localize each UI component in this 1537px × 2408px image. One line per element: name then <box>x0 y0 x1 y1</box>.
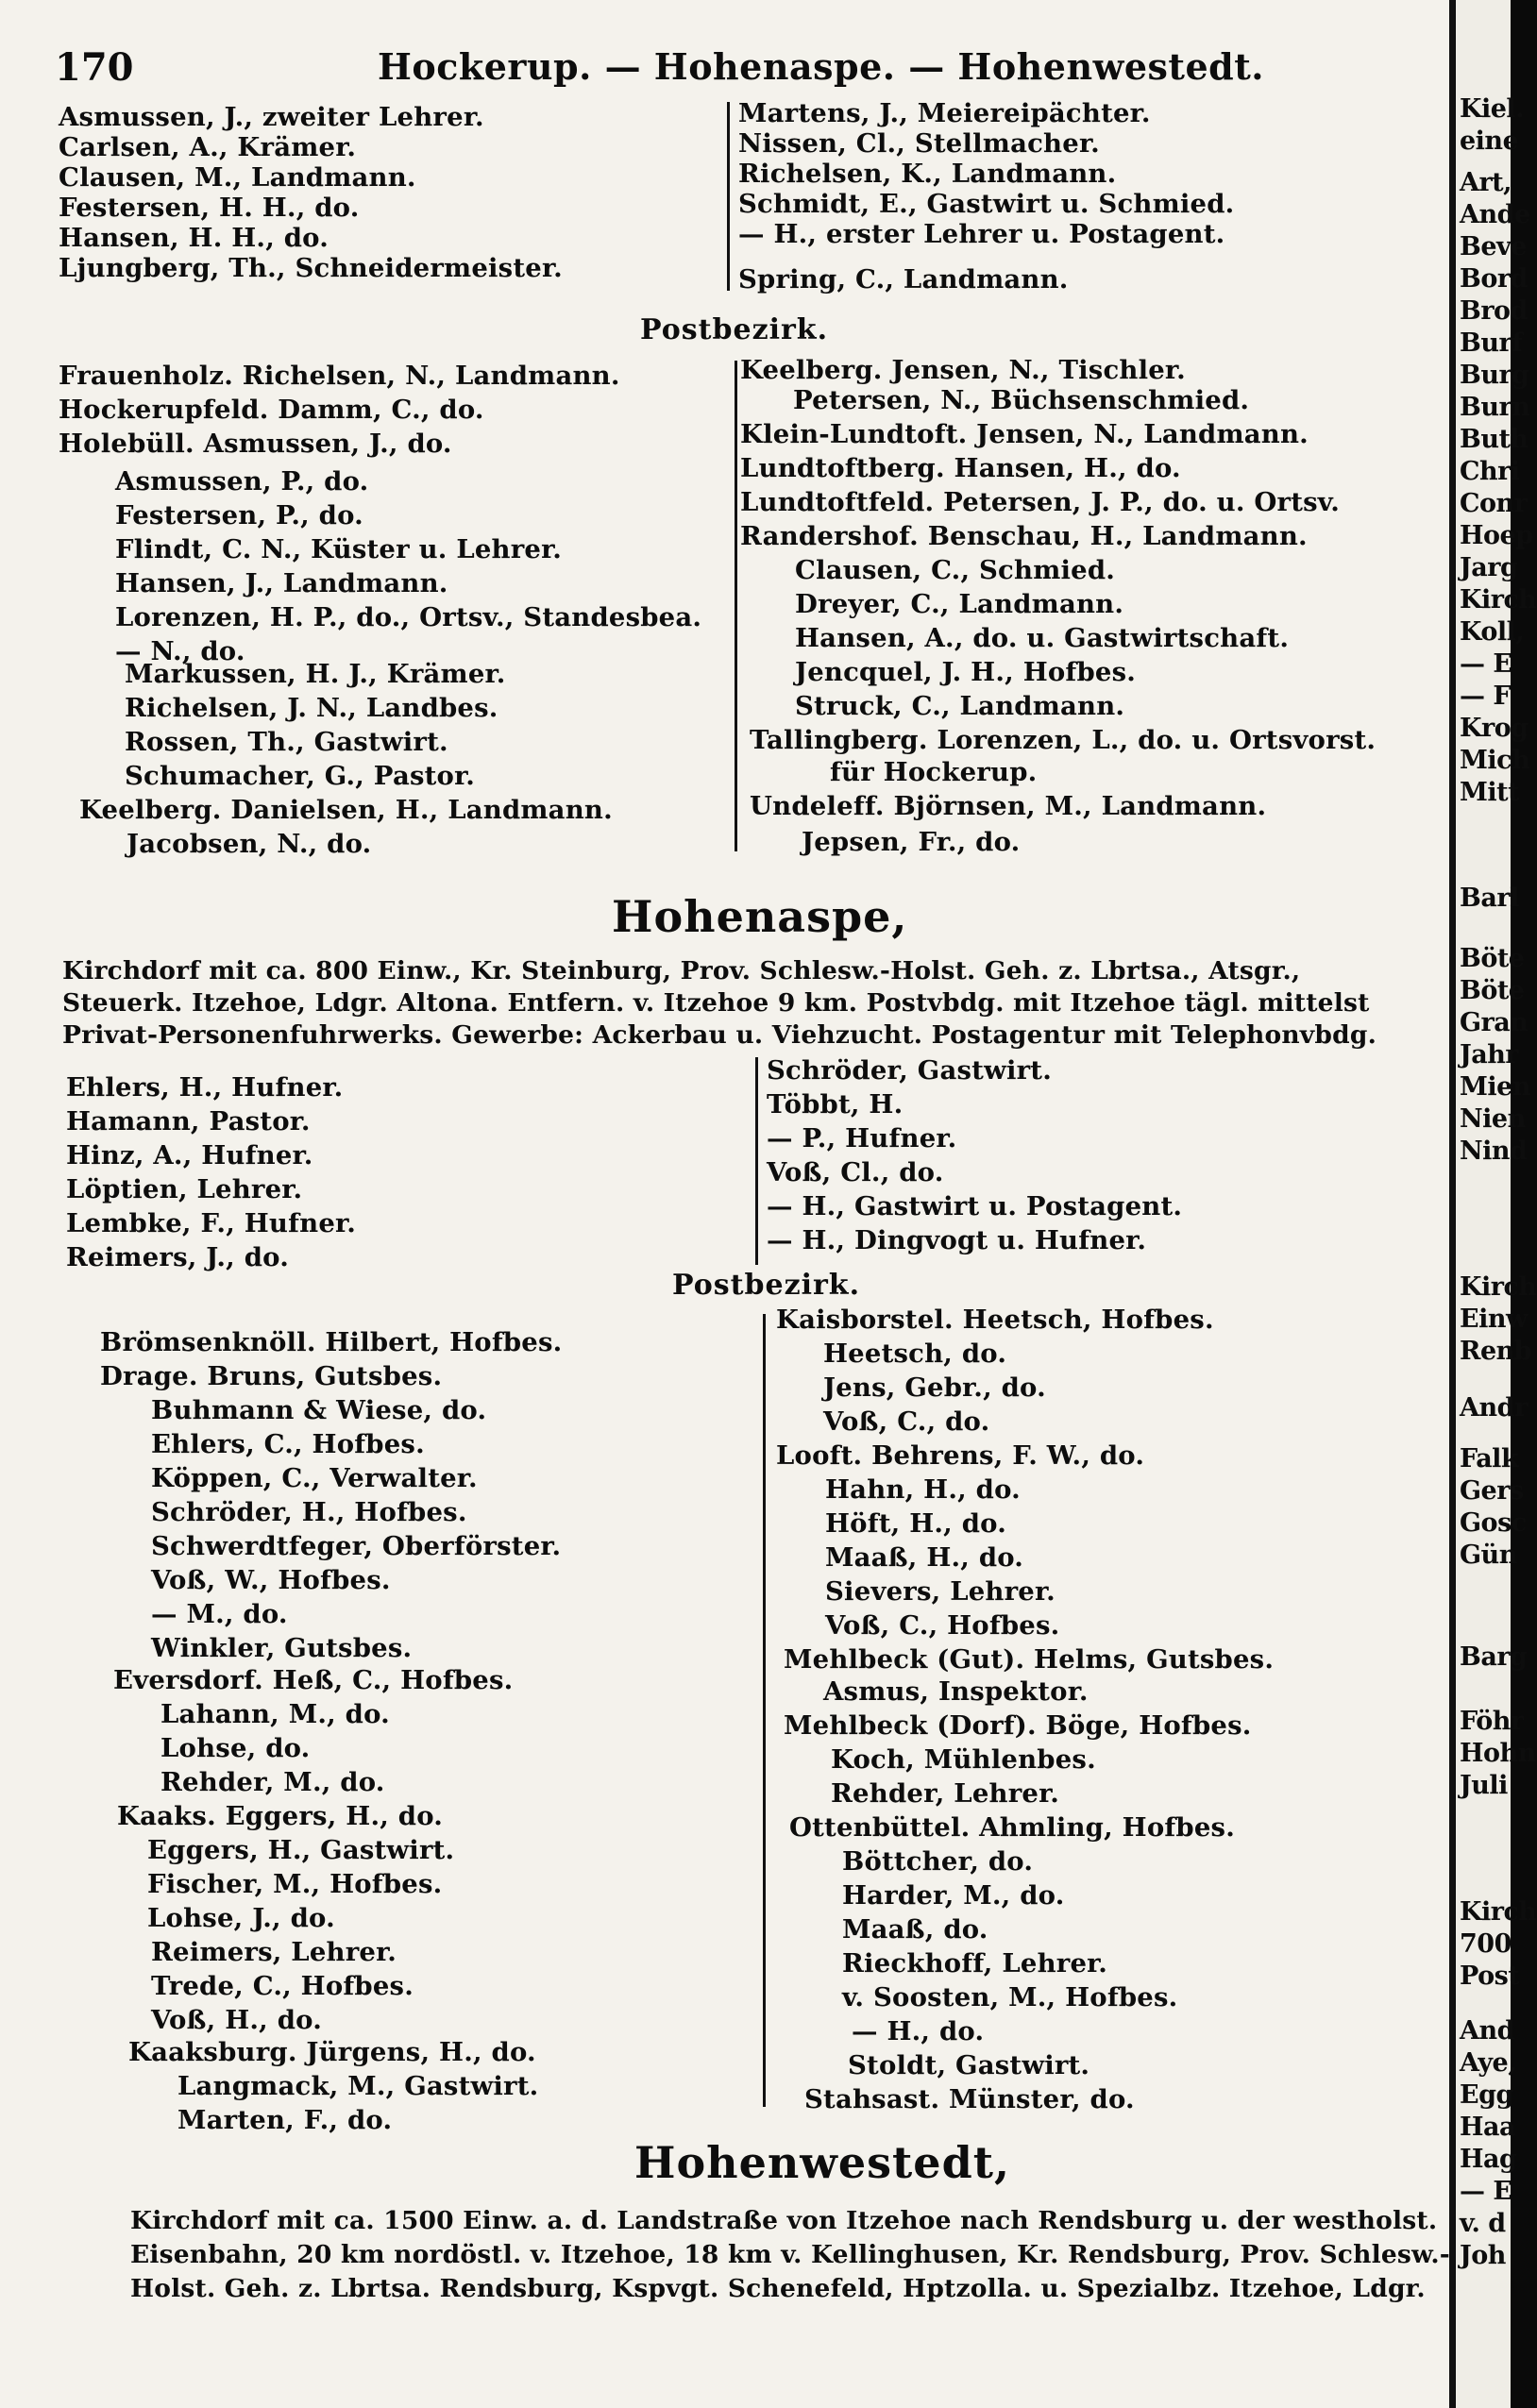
list-item: Hahn, H., do. <box>825 1474 1021 1505</box>
next-page-fragment: Gers <box>1460 1476 1524 1506</box>
column-divider <box>735 361 737 851</box>
next-page-fragment: Aye, <box>1460 2048 1517 2078</box>
list-item: Kaaks. Eggers, H., do. <box>117 1801 444 1831</box>
list-item: Hansen, J., Landmann. <box>115 568 448 598</box>
list-item: Clausen, C., Schmied. <box>795 555 1116 585</box>
next-page-fragment: Böte <box>1460 944 1525 973</box>
next-page-fragment: — F <box>1460 682 1512 711</box>
postbezirk-heading: Postbezirk. <box>672 1269 861 1302</box>
list-item: Lahann, M., do. <box>160 1699 390 1729</box>
list-item: Jepsen, Fr., do. <box>802 827 1021 857</box>
list-item: Fischer, M., Hofbes. <box>147 1869 443 1899</box>
list-item: Reimers, Lehrer. <box>151 1937 397 1967</box>
next-page-edge <box>1456 0 1537 2408</box>
list-item: Mehlbeck (Gut). Helms, Gutsbes. <box>784 1644 1275 1675</box>
list-item: Voß, C., do. <box>823 1406 990 1437</box>
list-item: Lohse, do. <box>160 1733 311 1763</box>
town-title-hohenwestedt: Hohenwestedt, <box>634 2137 1011 2188</box>
next-page-fragment: Koll, <box>1460 617 1525 647</box>
list-item: Looft. Behrens, F. W., do. <box>776 1440 1145 1471</box>
next-page-fragment: Falk <box>1460 1444 1519 1473</box>
list-item: Voß, W., Hofbes. <box>151 1565 391 1595</box>
next-page-fragment: Kirch <box>1460 1272 1537 1302</box>
next-page-fragment: Beve <box>1460 232 1527 261</box>
list-item: Voß, H., do. <box>151 2005 322 2035</box>
list-item: Dreyer, C., Landmann. <box>795 589 1124 619</box>
list-item: — H., do. <box>852 2016 985 2046</box>
next-page-fragment: Gran <box>1460 1008 1529 1037</box>
list-item: Marten, F., do. <box>177 2105 393 2135</box>
next-page-fragment: Ande <box>1460 200 1530 229</box>
next-page-fragment: eine <box>1460 126 1519 156</box>
list-item: Stahsast. Münster, do. <box>804 2084 1135 2114</box>
list-item: Festersen, H. H., do. <box>59 193 360 223</box>
list-item: Voß, C., Hofbes. <box>825 1610 1060 1641</box>
column-divider <box>727 102 730 291</box>
next-page-fragment: Bord <box>1460 264 1528 294</box>
list-item: Voß, Cl., do. <box>767 1157 944 1187</box>
next-page-fragment: Haa <box>1460 2113 1515 2142</box>
list-item: Ehlers, H., Hufner. <box>66 1072 344 1103</box>
list-item: Mehlbeck (Dorf). Böge, Hofbes. <box>784 1710 1252 1741</box>
list-item: für Hockerup. <box>830 757 1038 787</box>
next-page-fragment: Föhr <box>1460 1707 1524 1736</box>
next-page-fragment: — E <box>1460 2177 1512 2206</box>
next-page-fragment: Gün <box>1460 1541 1517 1570</box>
list-item: Keelberg. Jensen, N., Tischler. <box>740 355 1186 385</box>
next-page-fragment: Krog <box>1460 714 1529 743</box>
list-item: Koch, Mühlenbes. <box>831 1744 1096 1775</box>
list-item: v. Soosten, M., Hofbes. <box>842 1982 1178 2012</box>
list-item: Jacobsen, N., do. <box>127 829 372 859</box>
next-page-fragment: Joh <box>1460 2241 1506 2270</box>
column-divider <box>755 1057 758 1265</box>
list-item: Martens, J., Meiereipächter. <box>738 98 1151 128</box>
postbezirk-heading: Postbezirk. <box>640 313 829 346</box>
list-item: Ehlers, C., Hofbes. <box>151 1429 425 1459</box>
list-item: — H., erster Lehrer u. Postagent. <box>738 219 1225 249</box>
next-page-fragment: Hoep <box>1460 521 1533 550</box>
list-item: Richelsen, J. N., Landbes. <box>125 693 498 723</box>
list-item: Hansen, H. H., do. <box>59 223 329 253</box>
next-page-fragment: Böte <box>1460 976 1525 1005</box>
list-item: Festersen, P., do. <box>115 500 363 530</box>
list-item: Flindt, C. N., Küster u. Lehrer. <box>115 534 563 564</box>
list-item: Langmack, M., Gastwirt. <box>177 2071 539 2101</box>
town-description-line: Kirchdorf mit ca. 800 Einw., Kr. Steinburg, Prov. Schlesw.-Holst. Geh. z. Lbrtsa., Atsgr., <box>62 956 1301 985</box>
next-page-fragment: Conr <box>1460 489 1528 518</box>
town-description-line: Steuerk. Itzehoe, Ldgr. Altona. Entfern. v. Itzehoe 9 km. Postvbdg. mit Itzehoe tägl. mittelst <box>62 988 1370 1018</box>
list-item: Randershof. Benschau, H., Landmann. <box>740 521 1308 551</box>
list-item: Rieckhoff, Lehrer. <box>842 1948 1108 1979</box>
list-item: Trede, C., Hofbes. <box>151 1971 414 2001</box>
list-item: Stoldt, Gastwirt. <box>848 2050 1090 2080</box>
list-item: — M., do. <box>151 1599 288 1629</box>
next-page-fragment: Kirch <box>1460 1897 1537 1927</box>
list-item: Schröder, H., Hofbes. <box>151 1497 467 1527</box>
list-item: Carlsen, A., Krämer. <box>59 132 357 162</box>
list-item: Maaß, do. <box>842 1914 988 1945</box>
list-item: Nissen, Cl., Stellmacher. <box>738 128 1100 159</box>
list-item: Lundtoftfeld. Petersen, J. P., do. u. Ortsv. <box>740 487 1340 517</box>
list-item: Drage. Bruns, Gutsbes. <box>100 1361 443 1391</box>
list-item: Hinz, A., Hufner. <box>66 1140 313 1170</box>
list-item: Spring, C., Landmann. <box>738 264 1069 295</box>
next-page-fragment: Juli <box>1460 1771 1508 1800</box>
list-item: Hockerupfeld. Damm, C., do. <box>59 395 484 425</box>
next-page-fragment: Hohn <box>1460 1739 1536 1768</box>
list-item: Rehder, M., do. <box>160 1767 385 1797</box>
list-item: Richelsen, K., Landmann. <box>738 159 1117 189</box>
next-page-fragment: Jahr <box>1460 1040 1519 1069</box>
list-item: Schmidt, E., Gastwirt u. Schmied. <box>738 189 1235 219</box>
list-item: — H., Dingvogt u. Hufner. <box>767 1225 1147 1255</box>
list-item: Asmussen, P., do. <box>115 466 369 497</box>
list-item: Rehder, Lehrer. <box>831 1778 1060 1809</box>
list-item: Kaisborstel. Heetsch, Hofbes. <box>776 1305 1214 1335</box>
list-item: Winkler, Gutsbes. <box>151 1633 413 1663</box>
list-item: Böttcher, do. <box>842 1846 1034 1877</box>
list-item: Asmus, Inspektor. <box>823 1676 1089 1707</box>
list-item: Maaß, H., do. <box>825 1542 1024 1573</box>
next-page-fragment: Jarg <box>1460 553 1518 582</box>
next-page-fragment: 700 <box>1460 1929 1512 1959</box>
town-description-line: Holst. Geh. z. Lbrtsa. Rendsburg, Kspvgt. Schenefeld, Hptzolla. u. Spezialbz. Itzehoe, Ldgr. <box>130 2274 1426 2303</box>
list-item: Rossen, Th., Gastwirt. <box>125 727 448 757</box>
list-item: Schwerdtfeger, Oberförster. <box>151 1531 562 1561</box>
next-page-fragment: Barg <box>1460 1642 1528 1672</box>
list-item: Jens, Gebr., do. <box>823 1372 1046 1403</box>
list-item: — P., Hufner. <box>767 1123 957 1153</box>
list-item: Brömsenknöll. Hilbert, Hofbes. <box>100 1327 563 1357</box>
next-page-fragment: Post <box>1460 1962 1520 1991</box>
list-item: Undeleff. Björnsen, M., Landmann. <box>750 791 1267 821</box>
list-item: Buhmann & Wiese, do. <box>151 1395 487 1425</box>
list-item: Harder, M., do. <box>842 1880 1065 1911</box>
list-item: Hansen, A., do. u. Gastwirtschaft. <box>795 623 1290 653</box>
next-page-fragment: Renb <box>1460 1337 1532 1366</box>
list-item: Lohse, J., do. <box>147 1903 335 1933</box>
list-item: Lembke, F., Hufner. <box>66 1208 356 1238</box>
running-head: Hockerup. — Hohenaspe. — Hohenwestedt. <box>378 45 1264 88</box>
next-page-fragment: Chri <box>1460 457 1520 486</box>
list-item: Eggers, H., Gastwirt. <box>147 1835 455 1865</box>
list-item: Tallingberg. Lorenzen, L., do. u. Ortsvorst. <box>750 725 1377 755</box>
next-page-fragment: Einw <box>1460 1305 1528 1334</box>
list-item: Reimers, J., do. <box>66 1242 289 1272</box>
list-item: Ljungberg, Th., Schneidermeister. <box>59 253 563 283</box>
next-page-fragment: Mien <box>1460 1072 1530 1102</box>
next-page-fragment: Gosc <box>1460 1508 1527 1538</box>
list-item: Keelberg. Danielsen, H., Landmann. <box>79 795 613 825</box>
next-page-fragment: Burf <box>1460 328 1523 358</box>
list-item: Kaaksburg. Jürgens, H., do. <box>128 2037 536 2067</box>
town-description-line: Eisenbahn, 20 km nordöstl. v. Itzehoe, 18 km v. Kellinghusen, Kr. Rendsburg, Prov. Schlesw.- <box>130 2240 1451 2269</box>
next-page-fragment: Hag <box>1460 2145 1517 2174</box>
next-page-fragment: Art, <box>1460 168 1512 197</box>
list-item: Lorenzen, H. P., do., Ortsv., Standesbea. <box>115 602 702 632</box>
page-number: 170 <box>55 45 134 90</box>
next-page-fragment: Barl <box>1460 884 1519 913</box>
list-item: Klein-Lundtoft. Jensen, N., Landmann. <box>740 419 1309 449</box>
next-page-fragment: Mich <box>1460 746 1530 775</box>
list-item: Eversdorf. Heß, C., Hofbes. <box>113 1665 514 1695</box>
list-item: Frauenholz. Richelsen, N., Landmann. <box>59 361 620 391</box>
list-item: Höft, H., do. <box>825 1508 1006 1539</box>
list-item: Clausen, M., Landmann. <box>59 162 416 193</box>
next-page-fragment: And <box>1460 2016 1514 2046</box>
town-description-line: Kirchdorf mit ca. 1500 Einw. a. d. Landstraße von Itzehoe nach Rendsburg u. der westholst. <box>130 2206 1438 2235</box>
list-item: Jencquel, J. H., Hofbes. <box>795 657 1137 687</box>
next-page-fragment: Brod <box>1460 296 1528 326</box>
list-item: — N., do. <box>115 636 245 666</box>
next-page-fragment: Buth <box>1460 425 1529 454</box>
list-item: Schröder, Gastwirt. <box>767 1055 1052 1086</box>
list-item: Heetsch, do. <box>823 1339 1007 1369</box>
list-item: Lundtoftberg. Hansen, H., do. <box>740 453 1181 483</box>
list-item: Holebüll. Asmussen, J., do. <box>59 429 452 459</box>
list-item: Löptien, Lehrer. <box>66 1174 303 1204</box>
list-item: — H., Gastwirt u. Postagent. <box>767 1191 1183 1221</box>
next-page-fragment: Mitt <box>1460 778 1520 807</box>
list-item: Struck, C., Landmann. <box>795 691 1125 721</box>
next-page-fragment: Andr <box>1460 1393 1528 1423</box>
list-item: Petersen, N., Büchsenschmied. <box>793 385 1250 415</box>
list-item: Hamann, Pastor. <box>66 1106 311 1137</box>
next-page-fragment: Nien <box>1460 1104 1526 1134</box>
next-page-fragment: Burn <box>1460 393 1530 422</box>
town-description-line: Privat-Personenfuhrwerks. Gewerbe: Ackerbau u. Viehzucht. Postagentur mit Telephonvbdg. <box>62 1020 1377 1050</box>
list-item: Asmussen, J., zweiter Lehrer. <box>59 102 484 132</box>
list-item: Többt, H. <box>767 1089 904 1120</box>
next-page-fragment: v. d <box>1460 2209 1506 2238</box>
next-page-fragment: Kiel. <box>1460 94 1525 124</box>
next-page-fragment: — E <box>1460 649 1512 679</box>
list-item: Schumacher, G., Pastor. <box>125 761 476 791</box>
town-title-hohenaspe: Hohenaspe, <box>612 891 908 942</box>
next-page-fragment: Kirch <box>1460 585 1537 615</box>
list-item: Ottenbüttel. Ahmling, Hofbes. <box>789 1812 1235 1843</box>
next-page-fragment: Nind <box>1460 1137 1528 1166</box>
column-divider <box>763 1314 766 2107</box>
next-page-fragment: Burg <box>1460 361 1529 390</box>
list-item: Sievers, Lehrer. <box>825 1576 1056 1607</box>
next-page-fragment: Egg <box>1460 2080 1513 2110</box>
list-item: Markussen, H. J., Krämer. <box>125 659 506 689</box>
list-item: Köppen, C., Verwalter. <box>151 1463 478 1493</box>
